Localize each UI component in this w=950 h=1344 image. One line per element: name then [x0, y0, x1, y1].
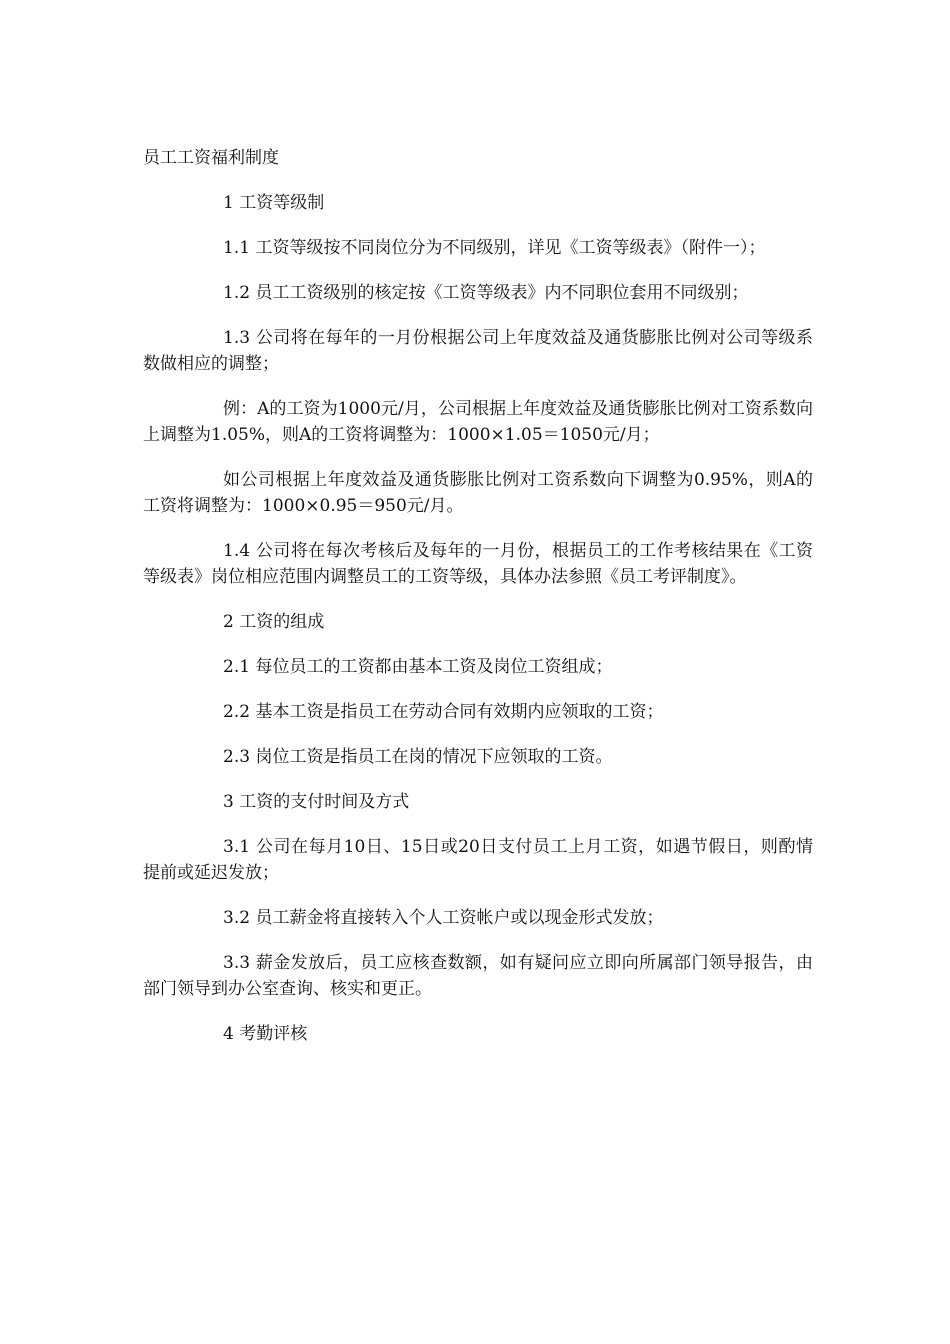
section-heading-4: 4 考勤评核: [223, 1024, 308, 1044]
section-heading-3: 3 工资的支付时间及方式: [223, 792, 410, 812]
paragraph-3-3: 3.3 薪金发放后，员工应核查数额，如有疑问应立即向所属部门领导报告，由部门领导到办公室查询、核实和更正。: [143, 953, 813, 999]
paragraph-1-3: 1.3 公司将在每年的一月份根据公司上年度效益及通货膨胀比例对公司等级系数做相应的调整；: [143, 328, 813, 374]
paragraph-2-3: 2.3 岗位工资是指员工在岗的情况下应领取的工资。: [223, 747, 613, 767]
paragraph-example-down: 如公司根据上年度效益及通货膨胀比例对工资系数向下调整为0.95%，则A的工资将调整为：1000×0.95＝950元/月。: [143, 470, 813, 516]
paragraph-3-2: 3.2 员工薪金将直接转入个人工资帐户或以现金形式发放；: [223, 908, 664, 928]
paragraph-example-up: 例：A的工资为1000元/月，公司根据上年度效益及通货膨胀比例对工资系数向上调整为1.05%，则A的工资将调整为：1000×1.05＝1050元/月；: [143, 399, 813, 445]
section-heading-2: 2 工资的组成: [223, 612, 325, 632]
section-heading-1: 1 工资等级制: [223, 193, 325, 213]
paragraph-2-1: 2.1 每位员工的工资都由基本工资及岗位工资组成；: [223, 657, 613, 677]
paragraph-2-2: 2.2 基本工资是指员工在劳动合同有效期内应领取的工资；: [223, 702, 664, 722]
document-page: [143, 145, 813, 1066]
paragraph-1-2: 1.2 员工工资级别的核定按《工资等级表》内不同职位套用不同级别；: [223, 283, 749, 303]
document-title: 员工工资福利制度: [143, 148, 279, 168]
paragraph-1-4: 1.4 公司将在每次考核后及每年的一月份，根据员工的工作考核结果在《工资等级表》岗位相应范围内调整员工的工资等级，具体办法参照《员工考评制度》。: [143, 541, 813, 587]
paragraph-3-1: 3.1 公司在每月10日、15日或20日支付员工上月工资，如遇节假日，则酌情提前或延迟发放；: [143, 837, 813, 883]
paragraph-1-1: 1.1 工资等级按不同岗位分为不同级别，详见《工资等级表》（附件一）；: [223, 238, 766, 258]
